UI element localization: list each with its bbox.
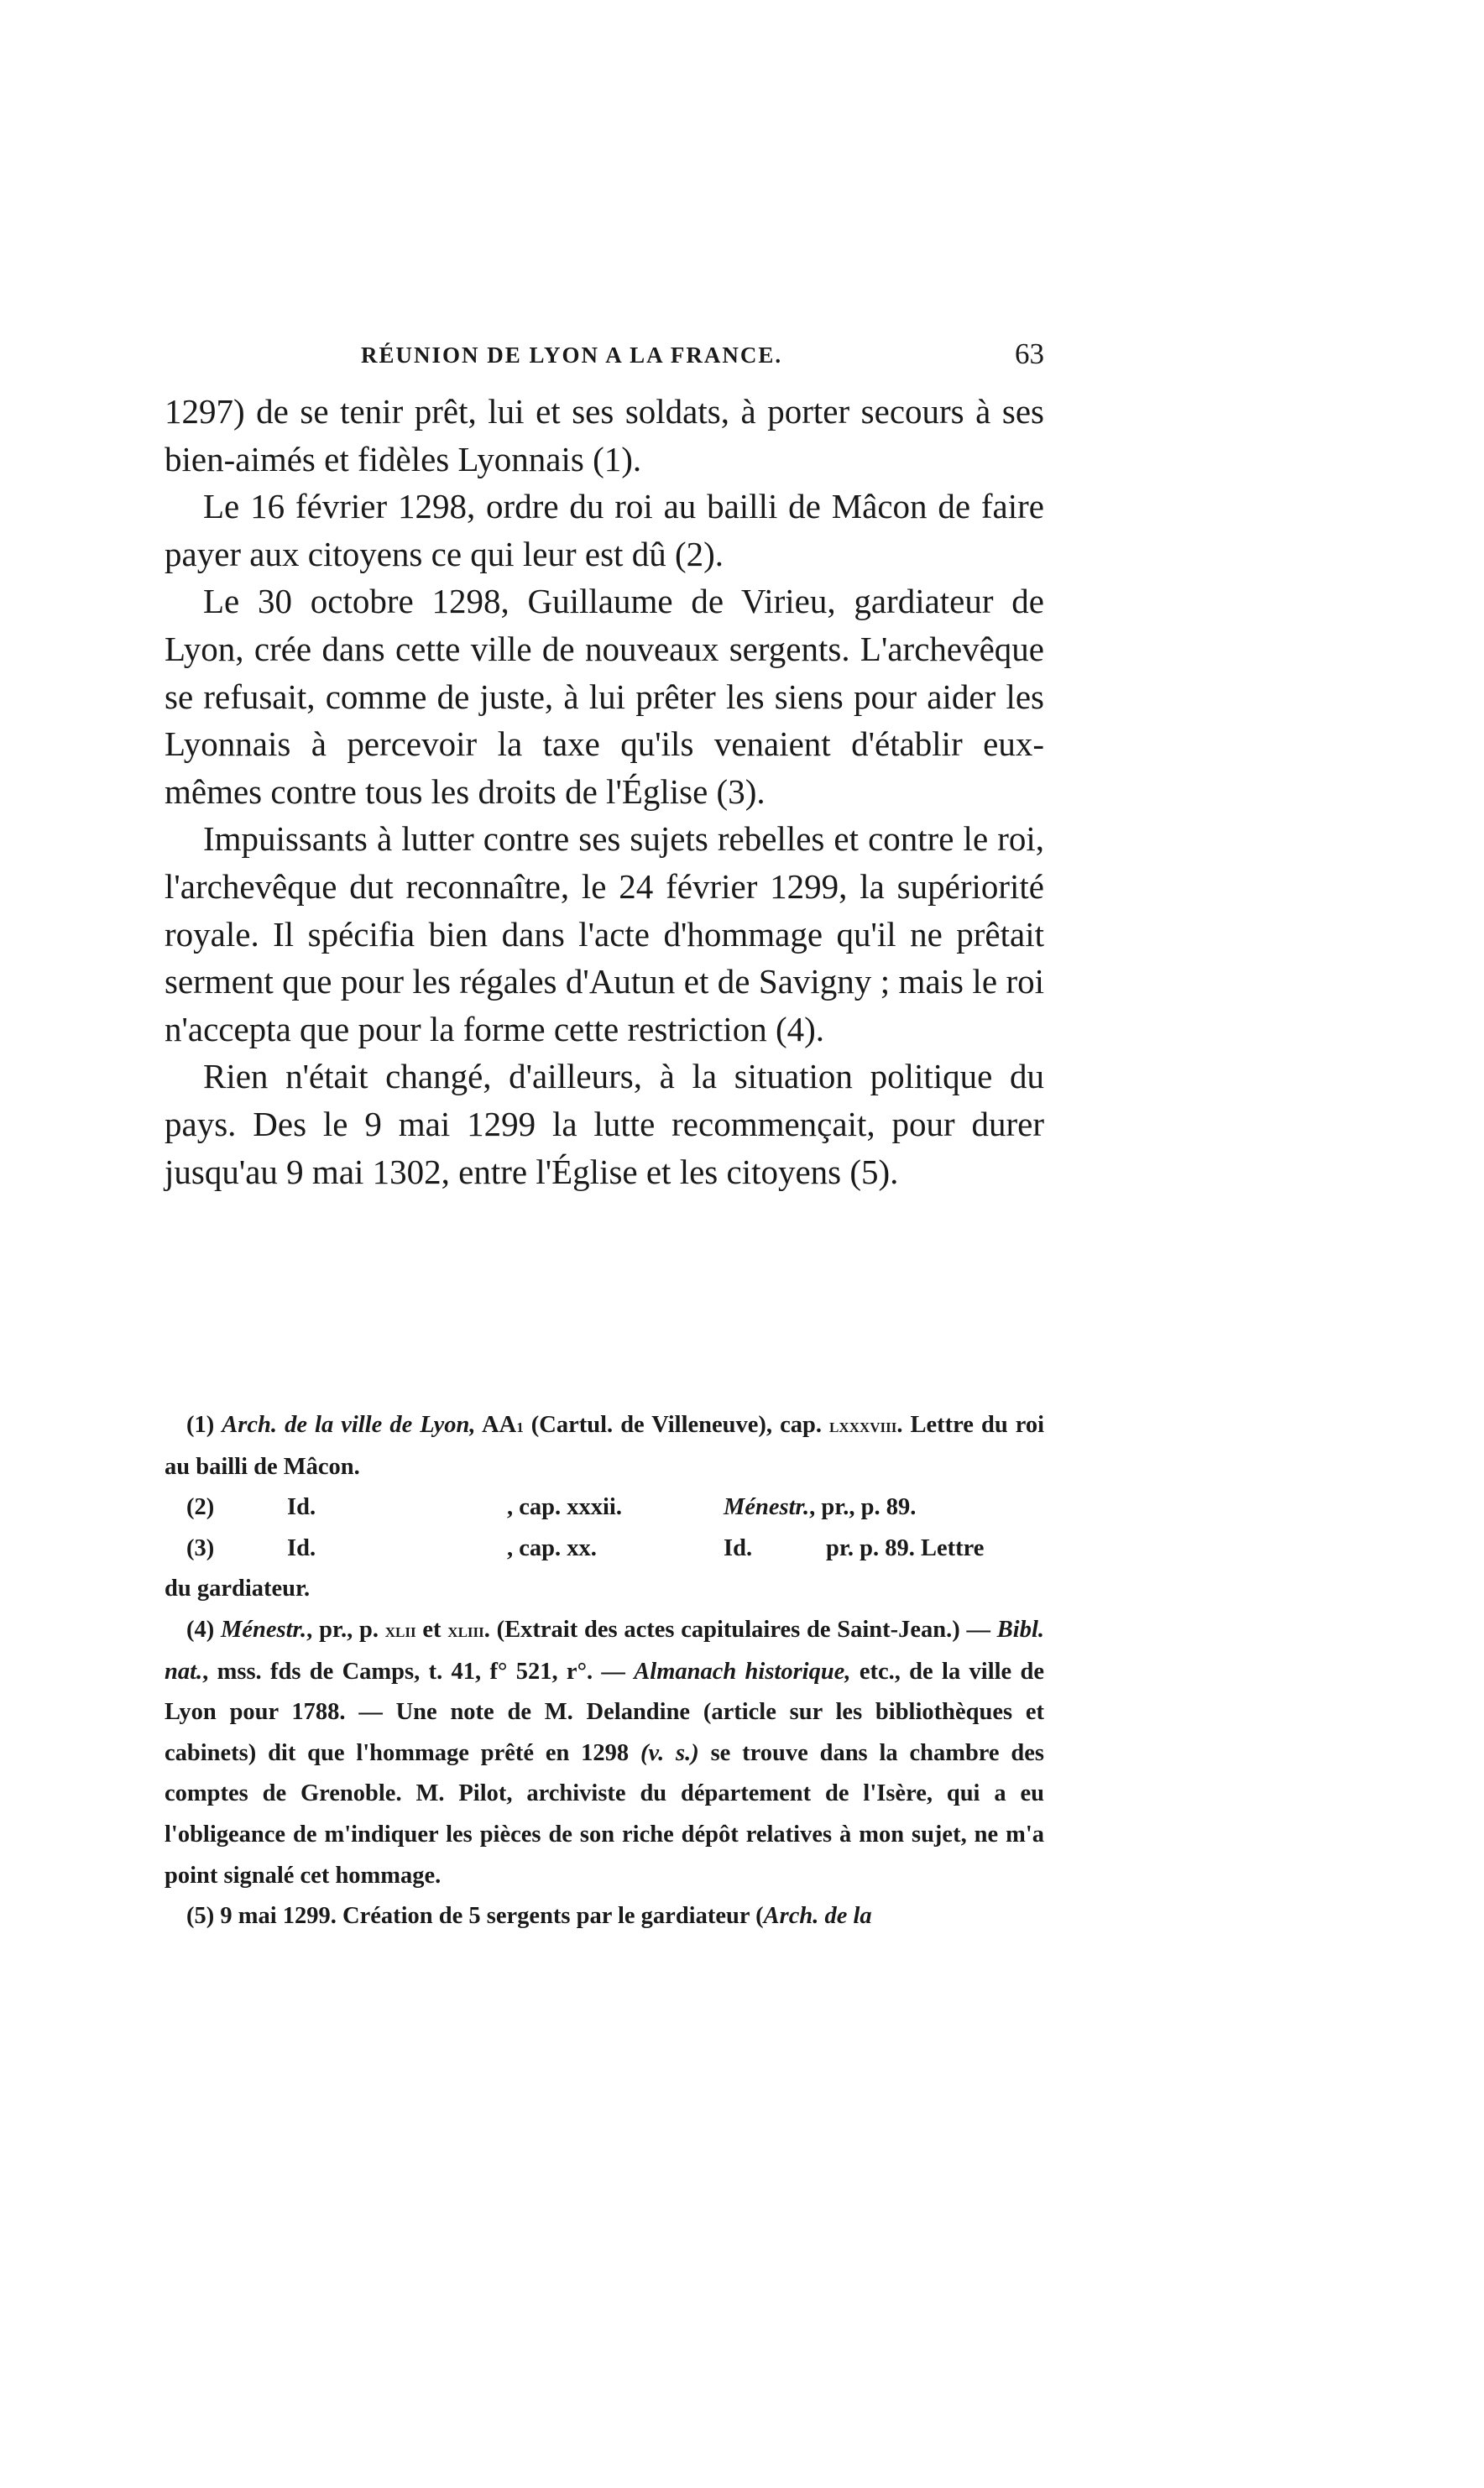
footnote-text: , cap. xxxii. [507, 1494, 622, 1521]
footnote-3-continued: du gardiateur. [165, 1576, 311, 1602]
main-text [165, 388, 1044, 1195]
footnote-5 [165, 1896, 1044, 1937]
footnote-text: xliii [447, 1619, 484, 1642]
footnote-number: (1) [186, 1412, 215, 1438]
footnote-text: (v. s.) [640, 1739, 699, 1766]
footnote-4 [165, 1610, 1044, 1896]
footnote-text: etc., de la ville de Lyon pour 1788. — Une note de M. Delandine (article sur les bibliothèques et cabinets) dit que l'hommage prêté en 1298 [165, 1658, 1045, 1766]
footnote-text: , pr., p. [306, 1616, 379, 1643]
page-header [165, 334, 1044, 384]
footnote-text: , cap. xx. [507, 1534, 597, 1561]
footnote-number: (4) [186, 1616, 215, 1643]
paragraph: Impuissants à lutter contre ses sujets rebelles et contre le roi, l'archevêque dut reconnaître, le 24 février 1299, la supériorité royale. Il spécifia bien dans l'acte d'hommage qu'il ne prêtait serment que pour les régales d'Autun et de Savigny ; mais le roi n'accepta que pour la forme cette restriction (4). [165, 819, 1044, 1048]
footnote-text: se trouve dans la chambre des comptes de Grenoble. M. Pilot, archiviste du département de l'Isère, qui a eu l'obligeance de m'indiquer les pièces de son riche dépôt relatives à mon sujet, ne m'a point signalé cet hommage. [165, 1739, 1045, 1889]
footnote-number: (3) [186, 1534, 215, 1561]
footnote-text: 9 mai 1299. Création de 5 sergents par le gardiateur ( [220, 1903, 764, 1930]
footnote-text: , mss. fds de Camps, t. 41, f° 521, r°. — [202, 1658, 625, 1685]
source-title: Almanach historique, [634, 1658, 851, 1685]
footnote-number: (2) [186, 1494, 215, 1521]
footnote-1 [165, 1405, 1044, 1487]
footnote-text: . (Extrait des actes capitulaires de Saint-Jean.) — [483, 1616, 991, 1643]
paragraph: 1297) de se tenir prêt, lui et ses soldats, à porter secours à ses bien-aimés et fidèles Lyonnais (1). [165, 392, 1044, 478]
footnote-text: Id. [287, 1534, 316, 1561]
footnote-text: . Lettre du roi au bailli de Mâcon. [165, 1412, 1045, 1480]
paragraph: Le 16 février 1298, ordre du roi au bailli de Mâcon de faire payer aux citoyens ce qui leur est dû (2). [165, 487, 1044, 573]
footnote-2 [165, 1487, 1044, 1529]
paragraph: Rien n'était changé, d'ailleurs, à la situation politique du pays. Des le 9 mai 1299 la lutte recommençait, pour durer jusqu'au 9 mai 1302, entre l'Église et les citoyens (5). [165, 1057, 1044, 1191]
footnote-text: lxxxviii [829, 1415, 897, 1437]
footnote-text: Id. [287, 1494, 316, 1521]
running-title: RÉUNION DE LYON A LA FRANCE. [361, 342, 783, 368]
footnote-text: et [422, 1616, 442, 1643]
source-title: Arch. de la [763, 1903, 872, 1930]
footnote-3 [165, 1529, 1044, 1570]
footnote-text: 1 [516, 1419, 524, 1435]
footnote-text: pr. p. 89. Lettre [826, 1534, 985, 1561]
source-title: Ménestr. [724, 1494, 810, 1521]
page-number: 63 [1015, 337, 1044, 370]
source-title: Ménestr. [221, 1616, 307, 1643]
footnote-text: xlii [384, 1619, 416, 1642]
footnote-text: (Cartul. de Villeneuve), cap. [530, 1412, 822, 1438]
footnote-text: Id. [724, 1534, 753, 1561]
footnote-number: (5) [186, 1903, 215, 1930]
source-title: Arch. de la ville de Lyon, [222, 1412, 476, 1438]
footnote-text: , pr., p. 89. [809, 1494, 917, 1521]
source-title: Bibl. nat. [165, 1616, 1045, 1685]
paragraph: Le 30 octobre 1298, Guillaume de Virieu, gardiateur de Lyon, crée dans cette ville de nouveaux sergents. L'archevêque se refusait, comme de juste, à lui prêter les siens pour aider les Lyonnais à percevoir la taxe qu'ils venaient d'établir eux-mêmes contre tous les droits de l'Église (3). [165, 582, 1044, 811]
footnotes [165, 1405, 1044, 1937]
footnote-text: AA [482, 1412, 517, 1438]
